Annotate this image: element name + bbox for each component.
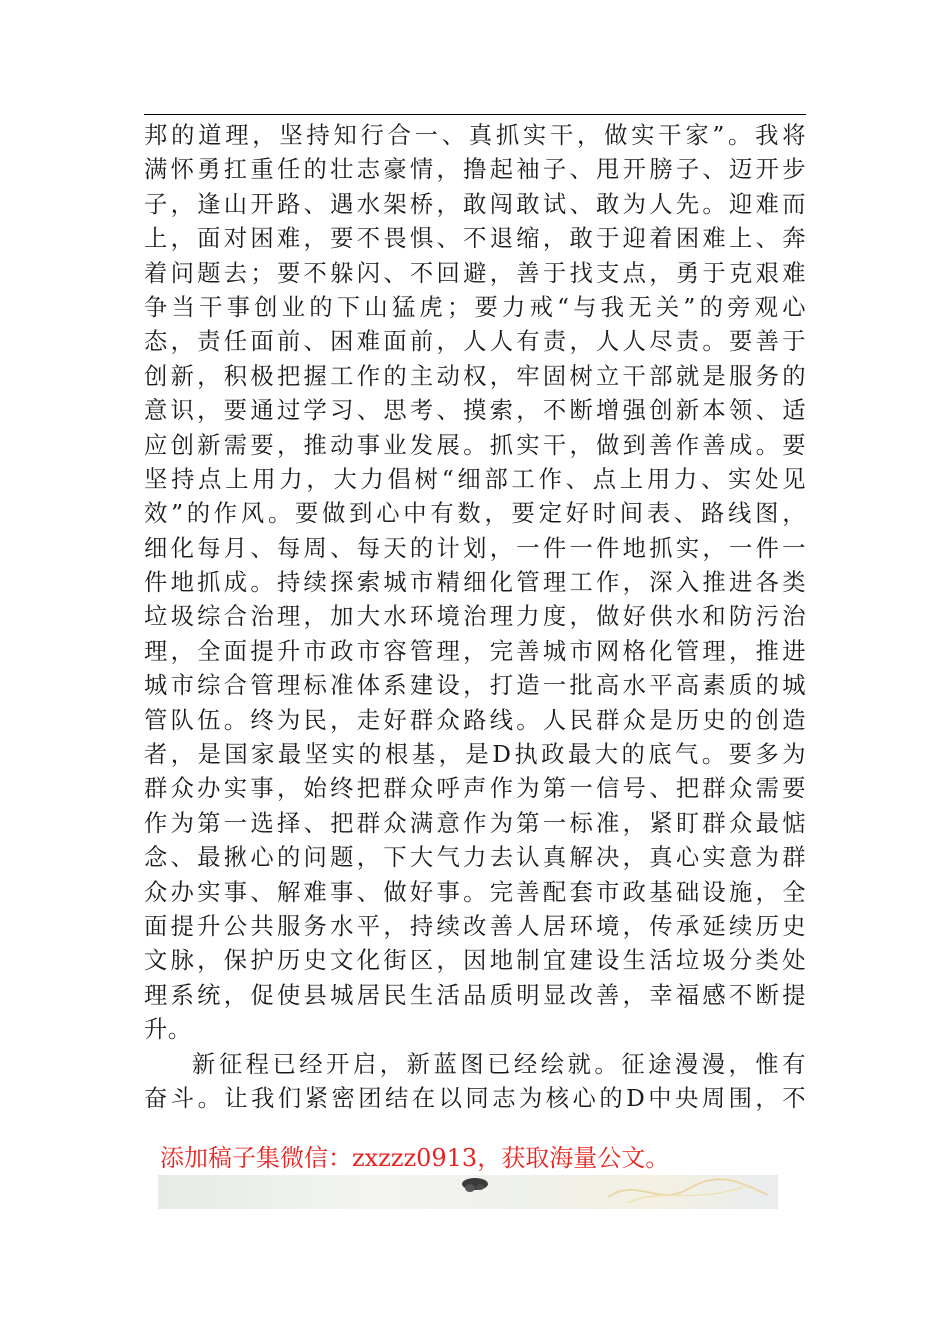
text-line: 态，责任面前、困难面前，人人有责，人人尽责。要善于 xyxy=(144,328,806,356)
text-line: 理系统，促使县城居民生活品质明显改善，幸福感不断提 xyxy=(144,981,806,1009)
text-line: 奋斗。让我们紧密团结在以同志为核心的D中央周围，不 xyxy=(144,1084,806,1112)
paragraph-1 xyxy=(144,119,806,1048)
text-line: 文脉，保护历史文化街区，因地制宜建设生活垃圾分类处 xyxy=(144,947,806,975)
text-line: 管队伍。终为民，走好群众路线。人民群众是历史的创造 xyxy=(144,706,806,734)
text-line: 满怀勇扛重任的壮志豪情，撸起袖子、甩开膀子、迈开步 xyxy=(144,156,806,184)
text-line: 面提升公共服务水平，持续改善人居环境，传承延续历史 xyxy=(144,912,806,940)
text-line: 者，是国家最坚实的根基，是D执政最大的底气。要多为 xyxy=(144,741,806,769)
header-rule xyxy=(144,114,806,115)
text-line: 升。 xyxy=(144,1016,192,1044)
text-line: 着问题去；要不躲闪、不回避，善于找支点，勇于克艰难 xyxy=(144,259,806,287)
text-line: 应创新需要，推动事业发展。抓实干，做到善作善成。要 xyxy=(144,431,806,459)
text-line: 意识，要通过学习、思考、摸索，不断增强创新本领、适 xyxy=(144,397,806,425)
banner-image xyxy=(158,1175,778,1209)
text-line: 邦的道理，坚持知行合一、真抓实干，做实干家”。我将 xyxy=(144,122,806,149)
text-line: 理，全面提升市政市容管理，完善城市网格化管理，推进 xyxy=(144,637,806,665)
text-line: 众办实事、解难事、做好事。完善配套市政基础设施，全 xyxy=(144,878,806,906)
text-line: 新征程已经开启，新蓝图已经绘就。征途漫漫，惟有 xyxy=(192,1050,806,1078)
text-line: 坚持点上用力，大力倡树“细部工作、点上用力、实处见 xyxy=(144,465,806,493)
decorative-swirl-icon xyxy=(598,1177,778,1207)
text-line: 群众办实事，始终把群众呼声作为第一信号、把群众需要 xyxy=(144,775,806,803)
text-line: 上，面对困难，要不畏惧、不退缩，敢于迎着困难上、奔 xyxy=(144,225,806,253)
paragraph-2 xyxy=(144,1048,806,1117)
text-line: 争当干事创业的下山猛虎；要力戒“与我无关”的旁观心 xyxy=(144,293,806,321)
text-line: 效”的作风。要做到心中有数，要定好时间表、路线图， xyxy=(144,500,806,528)
document-body xyxy=(144,119,806,1116)
text-line: 作为第一选择、把群众满意作为第一标准，紧盯群众最惦 xyxy=(144,809,806,837)
text-line: 城市综合管理标准体系建设，打造一批高水平高素质的城 xyxy=(144,672,806,700)
promo-text: 添加稿子集微信：zxzzz0913，获取海量公文。 xyxy=(160,1144,670,1172)
text-line: 件地抓成。持续探索城市精细化管理工作，深入推进各类 xyxy=(144,569,806,597)
text-line: 垃圾综合治理，加大水环境治理力度，做好供水和防污治 xyxy=(144,603,806,631)
text-line: 念、最揪心的问题，下大气力去认真解决，真心实意为群 xyxy=(144,844,806,872)
ink-blot-icon xyxy=(458,1175,492,1195)
text-line: 子，逢山开路、遇水架桥，敢闯敢试、敢为人先。迎难而 xyxy=(144,190,806,218)
text-line: 细化每月、每周、每天的计划，一件一件地抓实，一件一 xyxy=(144,534,806,562)
text-line: 创新，积极把握工作的主动权，牢固树立干部就是服务的 xyxy=(144,362,806,390)
